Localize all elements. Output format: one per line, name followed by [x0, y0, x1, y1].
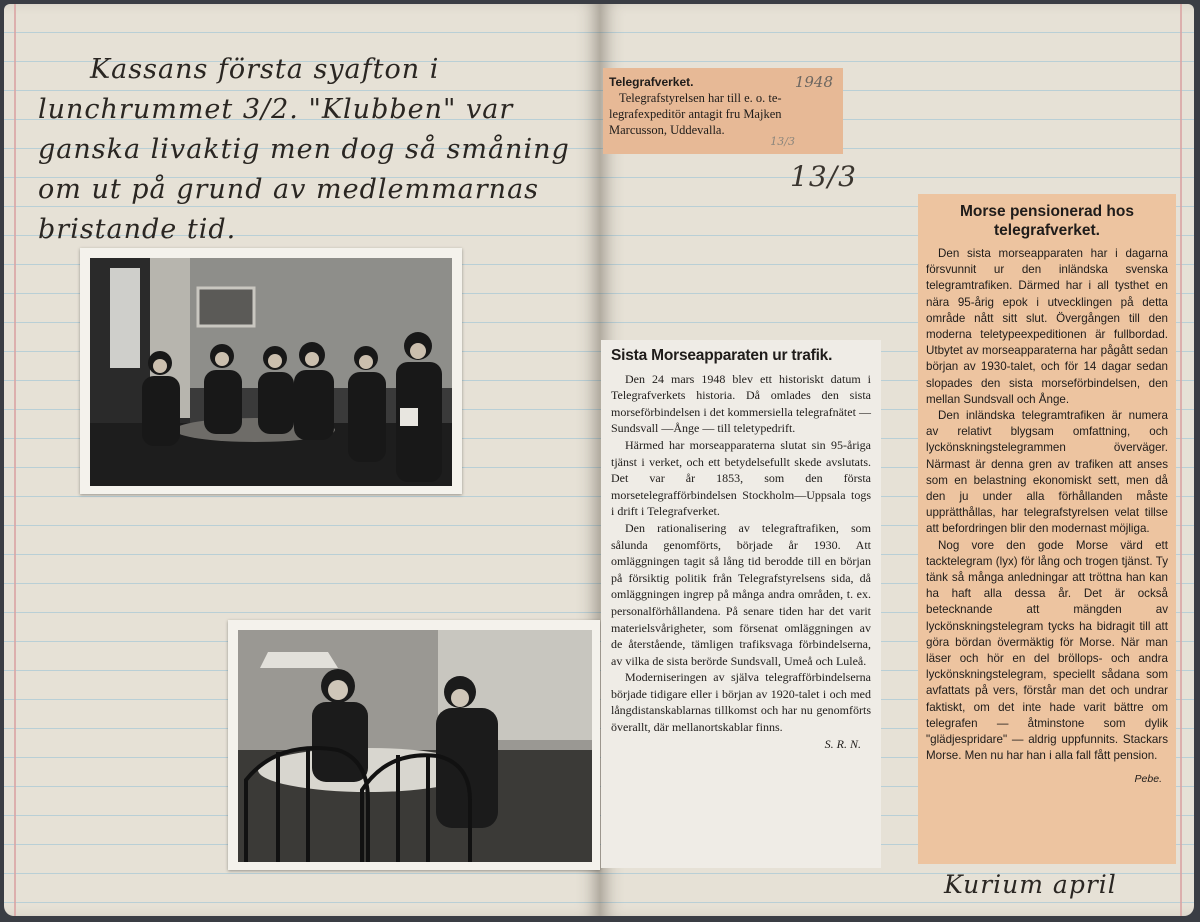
group-photo — [80, 248, 462, 494]
article-paragraph: Moderniseringen av själva telegrafförbindelserna började tidigare eller i början av 1920-talet i och med långdistanskablarnas tillkomst och har nu genomförts överallt, där mellanortskablar finns. — [611, 670, 871, 735]
article-title: Morse pensionerad hos telegrafverket. — [960, 203, 1134, 239]
handwritten-date: 13/3 — [790, 160, 857, 193]
article-paragraph: Den inländska telegramtrafiken är numera av relativt blygsam omfattning, och lyckönskningstelegrammen överväger. Närmast är denna gren av trafiken att anses som en belastning ekonomiskt sett, men då den ju under alla förhållanden måste upprätthållas, har telegrafstyrelsen velat tillse att befordringen blir den modernast möjliga. — [926, 409, 1168, 536]
coffee-photo-image — [238, 630, 592, 862]
article-paragraph: Den 24 mars 1948 blev ett historiskt datum i Telegrafverkets historia. Då omlades den sista morseförbindelsen i det kommersiella telegrafnätet — Sundsvall —Ånge — till teletypedrift. — [611, 371, 871, 436]
coffee-photo — [228, 620, 600, 870]
article-paragraph: Nog vore den gode Morse värd ett tacktelegram (lyx) för lång och trogen tjänst. Ty tänk så många anledningar att tröttna han kan ha haft alla dessa år. Det är också betecknande att mängden av lyckönskningstelegram tycks ha bidragit till att göra bördan övermäktig för Morse. När man läser och hör en del bröllops- och andra lyckönskningstelegram, speciellt sådana som avfattats på vers, förstår man det och undrar faktiskt, om det inte hade varit bättre om telegrafen — åtminstone som dylik "glädjespridare" — aldrig uppfunnits. Stackars Morse. Men nu har han i alla fall fått pension. — [926, 538, 1168, 763]
handwritten-year: 1948 — [794, 73, 833, 91]
article-paragraph: Den rationalisering av telegraftrafiken, som sålunda genomförts, började år 1930. Att omläggningen tagit så lång tid berodde till en början på försiktig politik från Telegrafstyrelsens sida, då omläggningen ingrep på många andra områden, t. ex. personalförhållandena. På senare tiden har det varit materielsvårigheter, som försenat omläggningen av de återstående, tämligen trafiksvaga förbindelserna, av vilka de sista berörde Sundsvall, Umeå och Luleå. — [611, 520, 871, 668]
clipping-line: Marcusson, Uddevalla. — [609, 123, 725, 137]
handwritten-line: bristande tid. — [38, 214, 237, 245]
article-paragraph: Härmed har morseapparaterna slutat sin 95-åriga tjänst i verket, och ett betydelsefullt skede avslutats. Det var år 1853, som den första morsetelegrafförbindelsen Stockholm—Uppsala togs i drift i Telegrafverket. — [611, 437, 871, 519]
article-paragraph: Den sista morseapparaten har i dagarna försvunnit ur den inländska svenska telegramtrafiken. Därmed har i all tysthet en nära 95-årig epok i utvecklingen på detta område nått sitt slut. Övergången till den moderna teletypeexpeditionen är fullbordad. Utbytet av morseapparaterna har pågått sedan början av 1930-talet, och för 14 dagar sedan slopades den sista morseförbindelsen, den mellan Sundsvall och Ånge. — [926, 247, 1168, 406]
handwritten-line: om ut på grund av medlemmarnas — [38, 174, 540, 205]
article-signature: S. R. N. — [824, 736, 861, 751]
left-margin-line — [14, 4, 16, 916]
clipping-line: legrafexpeditör antagit fru Majken — [609, 107, 782, 121]
article-signature: Pebe. — [1134, 772, 1162, 785]
clipping-line: Telegrafstyrelsen har till e. o. te- — [619, 91, 782, 105]
handwritten-line: Kassans första syafton i — [90, 54, 440, 85]
handwritten-line: ganska livaktig men dog så småning — [38, 134, 570, 165]
right-margin-line — [1180, 4, 1182, 916]
clipping-heading: Telegrafverket. — [609, 75, 694, 89]
group-photo-image — [90, 258, 452, 486]
handwritten-date-mark: 13/3 — [770, 135, 795, 148]
pension-article-clipping — [918, 194, 1176, 864]
article-title: Sista Morseapparaten ur trafik. — [611, 347, 833, 364]
telegrafverket-clipping — [603, 68, 843, 154]
morse-article-clipping — [601, 340, 881, 868]
handwritten-line: lunchrummet 3/2. "Klubben" var — [38, 94, 514, 125]
handwritten-note — [38, 50, 570, 250]
handwritten-source-note: Kurium april — [944, 870, 1117, 899]
